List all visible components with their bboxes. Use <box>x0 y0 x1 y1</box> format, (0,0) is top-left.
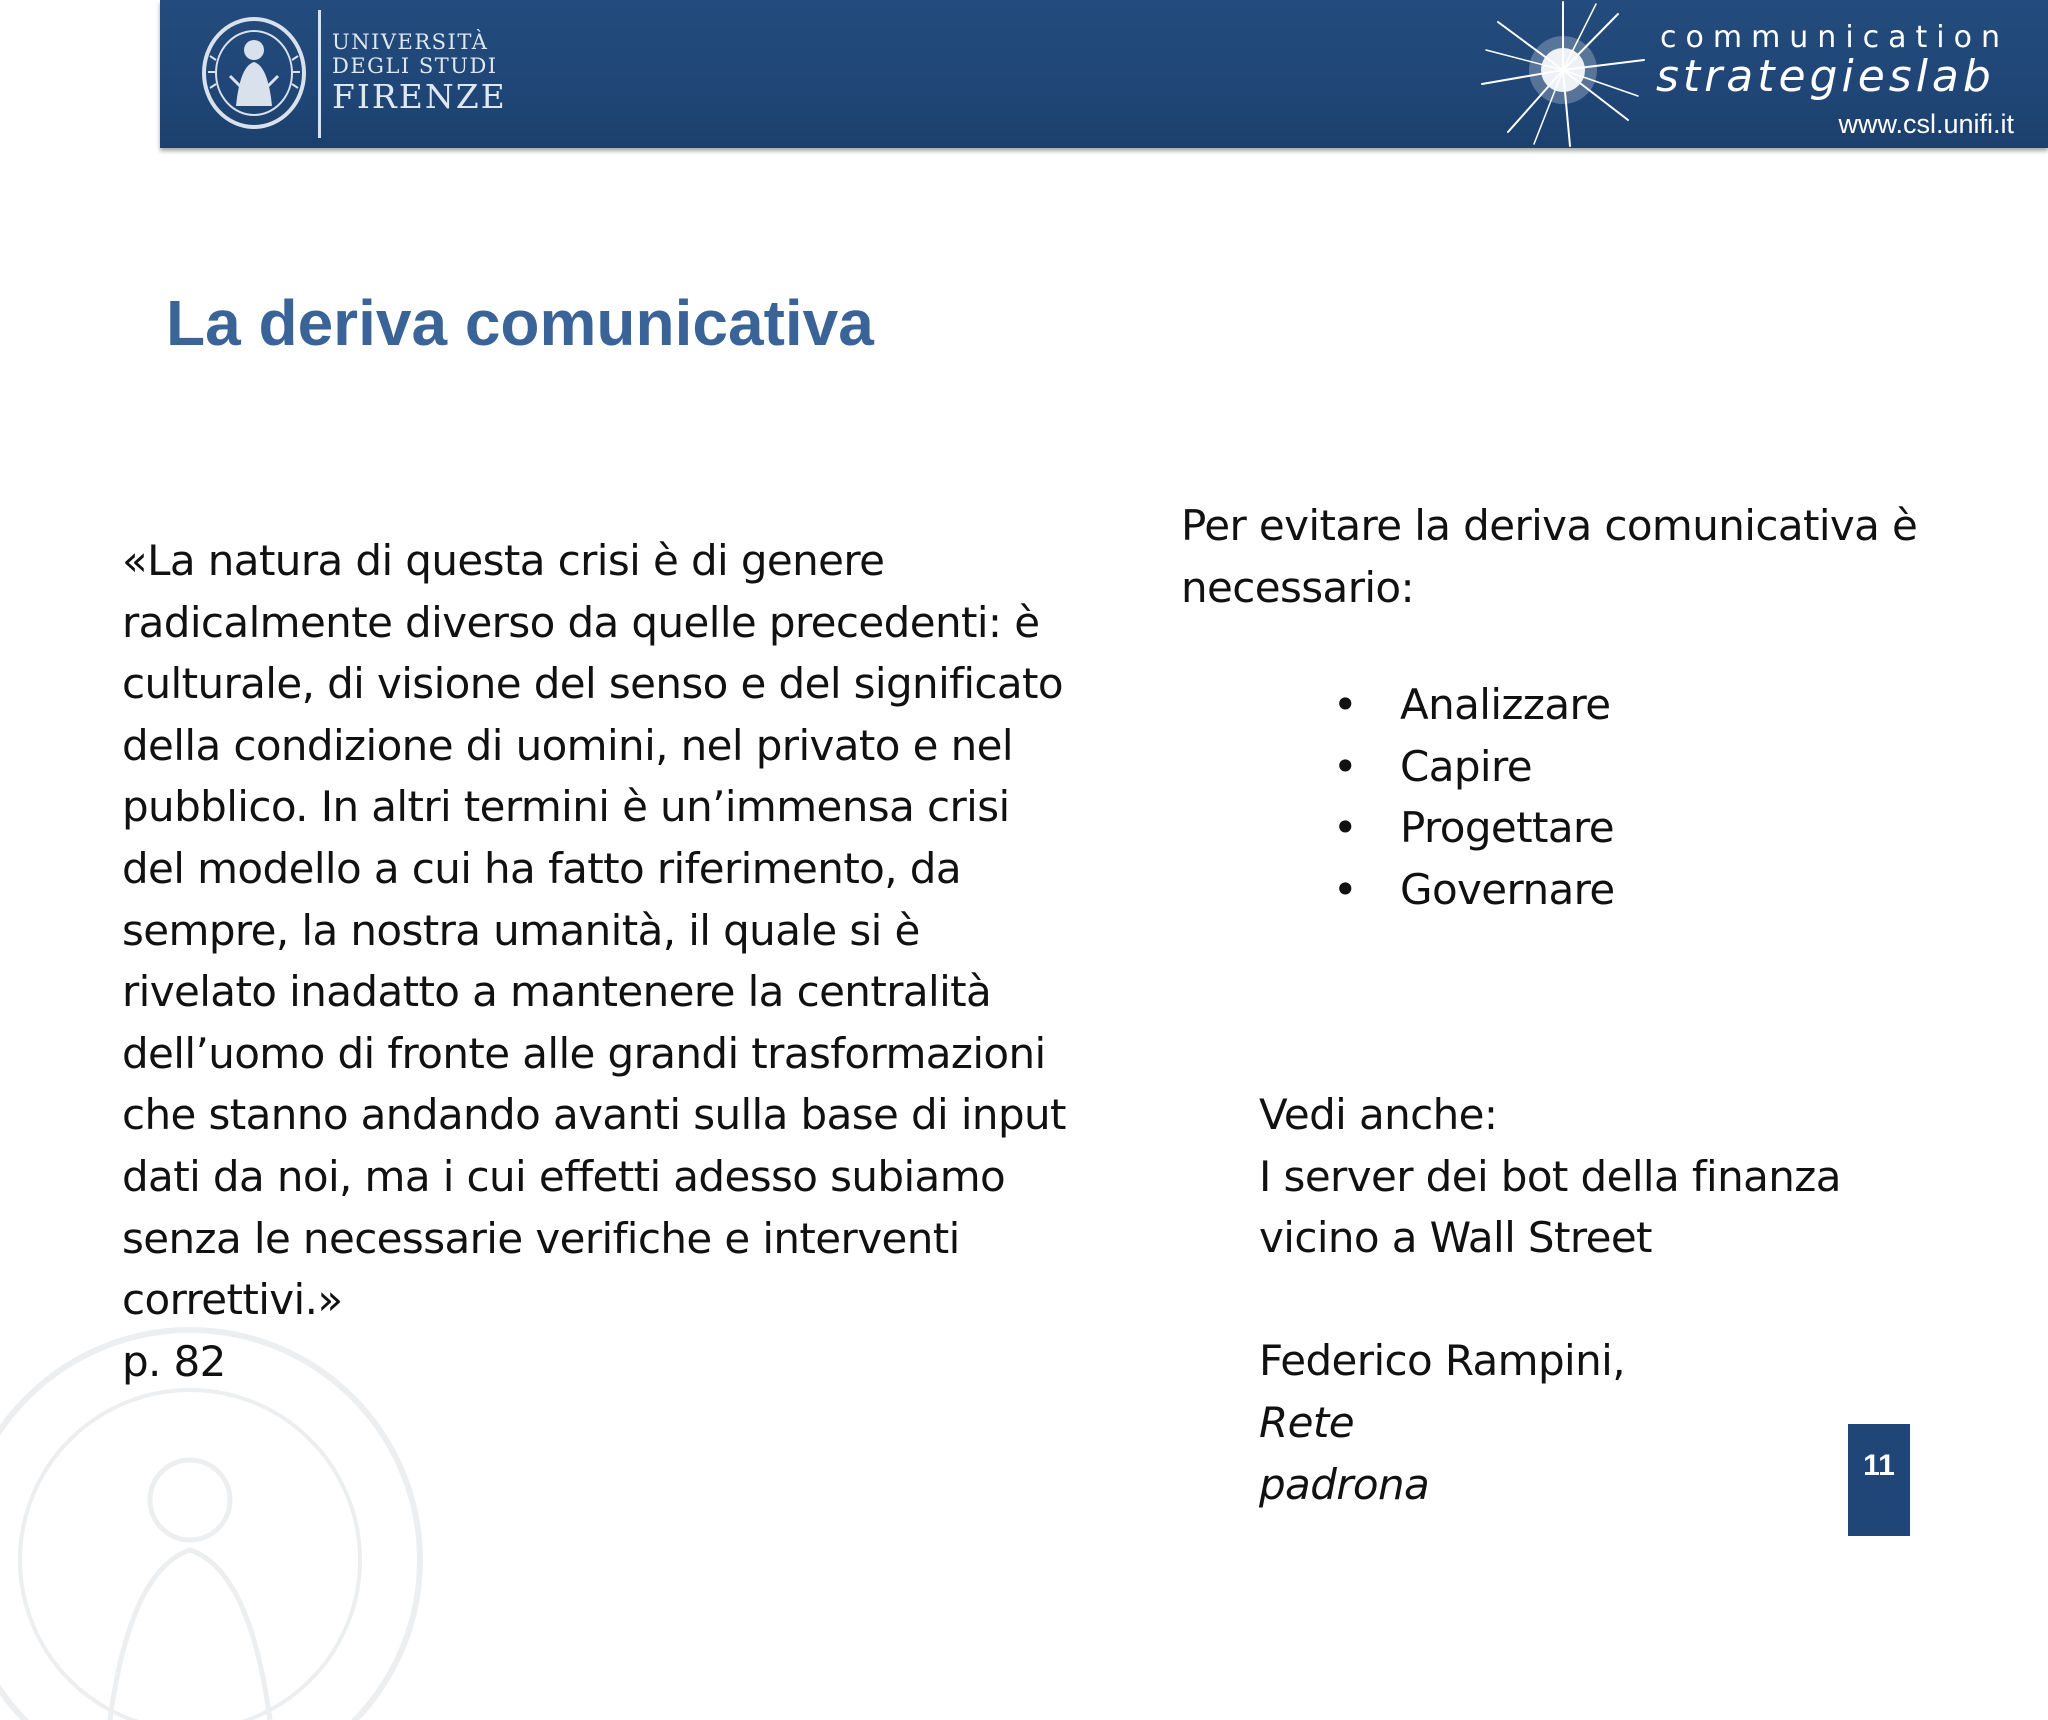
bullet-icon: • <box>1332 741 1358 791</box>
bullet-label: Governare <box>1400 864 1615 914</box>
quote-block <box>122 530 1082 1392</box>
bullet-list <box>1330 674 1615 920</box>
university-name-line1: UNIVERSITÀ <box>332 30 489 54</box>
lab-name-line2: strategieslab <box>1656 51 1995 102</box>
quote-line: senza le necessarie verifiche e interventi <box>122 1213 960 1263</box>
bullet-label: Analizzare <box>1400 680 1611 729</box>
quote-line: dati da noi, ma i cui effetti adesso subiamo <box>122 1151 1006 1201</box>
see-also-line: vicino a Wall Street <box>1259 1213 1652 1263</box>
spacer <box>1259 1269 1959 1331</box>
see-also-line: I server dei bot della finanza <box>1259 1151 1841 1201</box>
bullet-label: Capire <box>1400 741 1532 791</box>
watermark-seal-icon <box>0 1300 450 1720</box>
slide-title: La deriva comunicativa <box>166 287 874 359</box>
see-also-heading: Vedi anche: <box>1259 1090 1498 1139</box>
quote-line: sempre, la nostra umanità, il quale si è <box>122 905 920 955</box>
bullet-icon: • <box>1332 864 1358 914</box>
book-title-part1: Rete <box>1259 1397 1354 1447</box>
quote-page-reference: p. 82 <box>122 1336 226 1386</box>
page-number: 11 <box>1848 1424 1910 1536</box>
quote-line: culturale, di visione del senso e del significato <box>122 659 1063 709</box>
quote-line: dell’uomo di fronte alle grandi trasformazioni <box>122 1028 1046 1078</box>
list-item <box>1330 736 1615 798</box>
quote-line: «La natura di questa crisi è di genere <box>122 536 885 585</box>
right-intro-line1: Per evitare la deriva comunicativa è <box>1181 501 1918 550</box>
lab-name-line1: communication <box>1660 20 2010 55</box>
list-item <box>1330 797 1615 859</box>
book-author: Federico Rampini, <box>1259 1336 1625 1386</box>
quote-line: che stanno andando avanti sulla base di input <box>122 1090 1066 1140</box>
list-item <box>1330 674 1615 736</box>
quote-line: pubblico. In altri termini è un’immensa crisi <box>122 782 1010 832</box>
list-item <box>1330 859 1615 921</box>
quote-line: rivelato inadatto a mantenere la centralità <box>122 967 992 1017</box>
lab-url[interactable]: www.csl.unifi.it <box>1838 109 2014 139</box>
bullet-icon: • <box>1332 680 1358 729</box>
quote-line: della condizione di uomini, nel privato e nel <box>122 720 1013 770</box>
university-name-line3: FIRENZE <box>332 77 507 116</box>
header-banner <box>160 0 2048 148</box>
university-seal-icon <box>200 16 308 130</box>
bullet-label: Progettare <box>1400 803 1614 853</box>
bullet-icon: • <box>1332 803 1358 853</box>
book-title-part2: padrona <box>1259 1459 1430 1509</box>
quote-line: radicalmente diverso da quelle precedenti: è <box>122 597 1040 647</box>
starburst-icon <box>1478 0 1648 148</box>
university-name <box>332 30 507 116</box>
university-name-line2: DEGLI STUDI <box>332 54 498 78</box>
right-intro-line2: necessario: <box>1181 562 1415 612</box>
right-intro <box>1181 495 2001 618</box>
quote-line: del modello a cui ha fatto riferimento, da <box>122 843 961 893</box>
logo-divider <box>318 10 321 138</box>
quote-line: correttivi.» <box>122 1275 343 1325</box>
